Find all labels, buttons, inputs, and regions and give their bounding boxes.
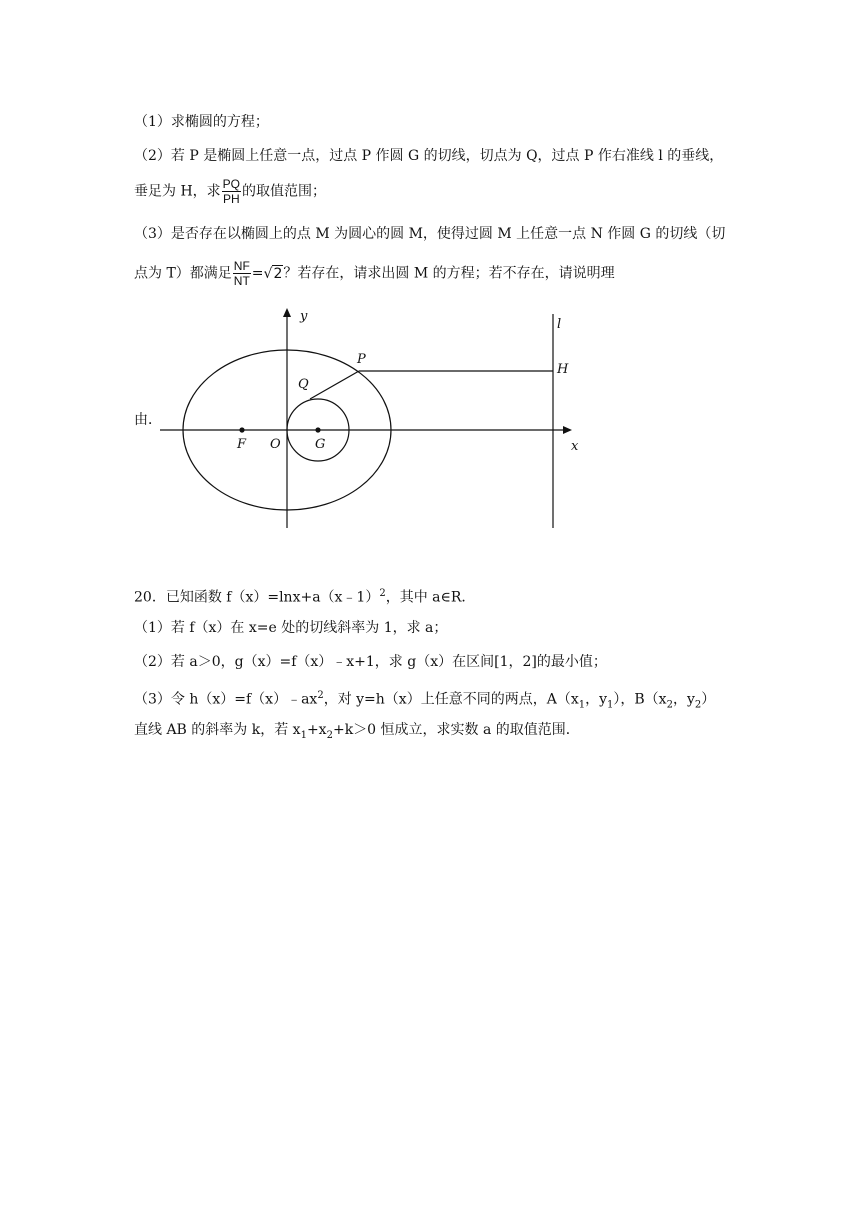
p20-part3-line2: 直线 AB 的斜率为 k，若 $x_1+x_2+k>0$ 恒成立，求实数 a 的取值范围． <box>134 722 580 741</box>
label-x: x <box>571 439 579 454</box>
label-p: P <box>357 352 366 367</box>
label-f: F <box>237 437 247 452</box>
p19-part3-line2: 点为 T）都满足 $\frac{NF}{NT}$ =√2？若存在，请求出圆 M 的方程；若不存在，请说明理 <box>134 259 615 288</box>
p20-stem: 20．已知函数 f（x）=lnx+a（x﹣1）$^2$，其中 a∈R． <box>134 588 476 606</box>
p19-part3-line3: 由． <box>134 412 162 428</box>
point-f <box>239 427 244 432</box>
p19-part3-line1: （3）是否存在以椭圆上的点 M 为圆心的圆 M，使得过圆 M 上任意一点 N 作圆 G 的切线（切 <box>134 226 726 242</box>
p20-part2: （2）若 a＞0，g（x）=f（x）﹣x+1，求 g（x）在区间[1，2]的最小值； <box>134 654 607 670</box>
p19-part2-line2: 垂足为 H，求 $\frac{PQ}{PH}$ 的取值范围； <box>134 177 327 206</box>
label-g: G <box>315 437 326 452</box>
ellipse-figure <box>160 306 580 528</box>
label-y: y <box>300 309 308 324</box>
segment-pq <box>310 371 359 399</box>
point-g <box>315 427 320 432</box>
label-o: O <box>270 437 281 452</box>
x-axis-arrow <box>563 426 572 434</box>
label-h: H <box>557 362 569 377</box>
label-l: l <box>557 317 562 332</box>
fraction-nf-nt: $\frac{NF}{NT}$ <box>233 259 250 288</box>
p19-part1: （1）求椭圆的方程； <box>134 114 269 130</box>
fraction-pq-ph: $\frac{PQ}{PH}$ <box>222 177 241 206</box>
p20-part1: （1）若 f（x）在 x=e 处的切线斜率为 1，求 a； <box>134 620 448 636</box>
p19-part2-line1: （2）若 P 是椭圆上任意一点，过点 P 作圆 G 的切线，切点为 Q，过点 P 作右准线 l 的垂线， <box>134 148 724 164</box>
sqrt-2: √2 <box>263 265 283 282</box>
p20-part3-line1: （3）令 $h(x)=f(x)﹣ax^2$，对 y=h（x）上任意不同的两点，$A(x_1$，$y_1$），$B(x_2$，$y_2$） <box>134 690 716 711</box>
y-axis-arrow <box>283 308 291 317</box>
label-q: Q <box>298 377 309 392</box>
